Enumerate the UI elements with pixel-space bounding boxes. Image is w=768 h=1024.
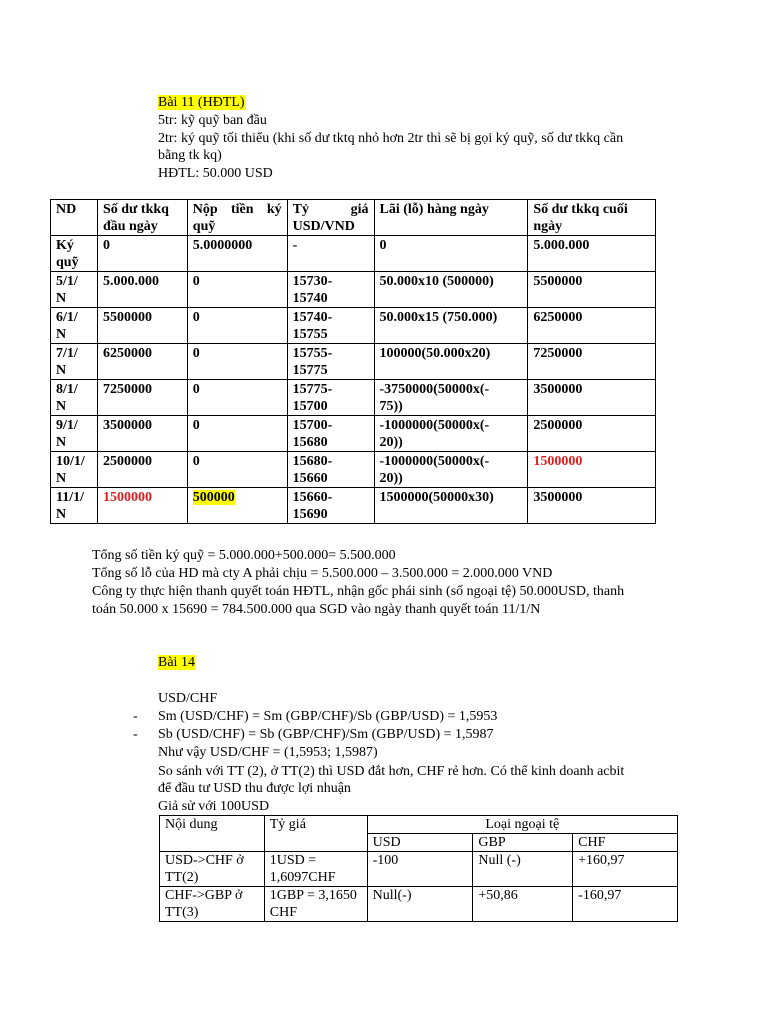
table-row	[51, 380, 656, 416]
table-row	[51, 416, 656, 452]
table-cell: 1GBP = 3,1650 CHF	[264, 887, 367, 922]
table-cell: 100000(50.000x20)	[374, 344, 528, 380]
text-line: 5tr: kỹ quỹ ban đầu	[158, 113, 267, 128]
table-cell: 5.000.000	[97, 272, 187, 308]
table-cell: +50,86	[473, 887, 573, 922]
table-cell: 2500000	[528, 416, 656, 452]
header-cell: Tỷ giá USD/VND	[287, 200, 374, 236]
table-cell: 7/1/ N	[51, 344, 98, 380]
table-cell: +160,97	[573, 852, 678, 887]
table-cell: 15680- 15660	[287, 452, 374, 488]
header-cell: Nộp tiền ký quỹ	[187, 200, 287, 236]
table-cell: 10/1/ N	[51, 452, 98, 488]
table-cell: Null(-)	[367, 887, 473, 922]
bullet-line: Sm (USD/CHF) = Sm (GBP/CHF)/Sb (GBP/USD) = 1,5953	[158, 709, 498, 724]
table-row	[160, 852, 678, 887]
text-line: Như vậy USD/CHF = (1,5953; 1,5987)	[158, 745, 378, 760]
summary-line: Tổng số tiền ký quỹ = 5.000.000+500.000= 5.500.000	[92, 548, 396, 563]
table-cell: -160,97	[573, 887, 678, 922]
summary-line: Tổng số lỗ của HD mà cty A phải chịu = 5.500.000 – 3.500.000 = 2.000.000 VND	[92, 566, 553, 581]
table-row	[160, 887, 678, 922]
table-cell: 50.000x10 (500000)	[374, 272, 528, 308]
table-cell: 5.0000000	[187, 236, 287, 272]
table-cell: 0	[187, 452, 287, 488]
table-cell: USD->CHF ở TT(2)	[160, 852, 265, 887]
header-cell: Số dư tkkq cuối ngày	[528, 200, 656, 236]
header-cell: Loại ngoại tệ	[367, 816, 677, 834]
table-cell-negative: 1500000	[528, 452, 656, 488]
table-cell: 0	[187, 416, 287, 452]
table-cell: 0	[97, 236, 187, 272]
table-cell: 0	[187, 308, 287, 344]
section-title-bai-14: Bài 14	[158, 655, 195, 670]
table-cell: 5500000	[528, 272, 656, 308]
text-line: bằng tk kq)	[158, 148, 222, 163]
text-line: Giả sử với 100USD	[158, 799, 270, 814]
table-cell-highlighted: 500000	[187, 488, 287, 524]
table-cell: 0	[187, 272, 287, 308]
arbitrage-table	[159, 815, 678, 922]
header-cell: Số dư tkkq đầu ngày	[97, 200, 187, 236]
table-cell: 15700- 15680	[287, 416, 374, 452]
table-cell: 1USD = 1,6097CHF	[264, 852, 367, 887]
text-line: HĐTL: 50.000 USD	[158, 166, 273, 181]
table-cell: 3500000	[97, 416, 187, 452]
table-cell: Ký quỹ	[51, 236, 98, 272]
header-cell: ND	[51, 200, 98, 236]
table-cell: 9/1/ N	[51, 416, 98, 452]
table-cell: 6250000	[97, 344, 187, 380]
table-cell: 0	[374, 236, 528, 272]
table-cell: 7250000	[97, 380, 187, 416]
margin-account-table	[50, 199, 656, 524]
table-cell: -1000000(50000x(- 20))	[374, 452, 528, 488]
summary-line: toán 50.000 x 15690 = 784.500.000 qua SGD vào ngày thanh quyết toán 11/1/N	[92, 602, 541, 617]
header-cell: Tỷ giá	[264, 816, 367, 852]
table-row	[51, 308, 656, 344]
table-cell: CHF->GBP ở TT(3)	[160, 887, 265, 922]
table-cell: 5.000.000	[528, 236, 656, 272]
table-cell: 8/1/ N	[51, 380, 98, 416]
table-cell: 1500000(50000x30)	[374, 488, 528, 524]
table-cell: 6/1/ N	[51, 308, 98, 344]
table-row	[51, 344, 656, 380]
table-cell: 15775- 15700	[287, 380, 374, 416]
header-cell: Lãi (lỗ) hàng ngày	[374, 200, 528, 236]
table-cell: 11/1/ N	[51, 488, 98, 524]
text-line: So sánh với TT (2), ở TT(2) thì USD đắt hơn, CHF rẻ hơn. Có thể kinh doanh acbit	[158, 764, 625, 779]
header-cell: GBP	[473, 834, 573, 852]
header-cell: CHF	[573, 834, 678, 852]
bullet-line: Sb (USD/CHF) = Sb (GBP/CHF)/Sm (GBP/USD) = 1,5987	[158, 727, 494, 742]
table-cell: 3500000	[528, 488, 656, 524]
table-cell: 0	[187, 344, 287, 380]
table-cell-negative: 1500000	[97, 488, 187, 524]
table-header-row	[51, 200, 656, 236]
table-cell: 7250000	[528, 344, 656, 380]
table-row	[51, 272, 656, 308]
table-cell: 5500000	[97, 308, 187, 344]
bullet-dash: -	[133, 727, 138, 742]
table-cell: Null (-)	[473, 852, 573, 887]
table-row	[51, 488, 656, 524]
bullet-dash: -	[133, 709, 138, 724]
table-cell: -1000000(50000x(- 20))	[374, 416, 528, 452]
table-cell: 15730- 15740	[287, 272, 374, 308]
table-cell: 50.000x15 (750.000)	[374, 308, 528, 344]
table-cell: 6250000	[528, 308, 656, 344]
text-line: 2tr: ký quỹ tối thiểu (khi số dư tktq nhỏ hơn 2tr thì sẽ bị gọi ký quỹ, số dư tkkq cần	[158, 131, 624, 146]
currency-pair: USD/CHF	[158, 691, 218, 706]
summary-line: Công ty thực hiện thanh quyết toán HĐTL, nhận gốc phái sinh (số ngoại tệ) 50.000USD, thanh	[92, 584, 625, 599]
table-cell: 3500000	[528, 380, 656, 416]
table-cell: -3750000(50000x(- 75))	[374, 380, 528, 416]
header-cell: Nội dung	[160, 816, 265, 852]
table-cell: -	[287, 236, 374, 272]
table-cell: 15755- 15775	[287, 344, 374, 380]
table-row	[51, 452, 656, 488]
table-cell: 5/1/ N	[51, 272, 98, 308]
table-cell: 0	[187, 380, 287, 416]
table-cell: 15740- 15755	[287, 308, 374, 344]
header-cell: USD	[367, 834, 473, 852]
table-cell: 2500000	[97, 452, 187, 488]
section-title-bai-11: Bài 11 (HĐTL)	[158, 95, 245, 110]
text-line: để đầu tư USD thu được lợi nhuận	[158, 781, 351, 796]
table-cell: 15660- 15690	[287, 488, 374, 524]
table-cell: -100	[367, 852, 473, 887]
table-row	[51, 236, 656, 272]
table-header-row	[160, 816, 678, 834]
